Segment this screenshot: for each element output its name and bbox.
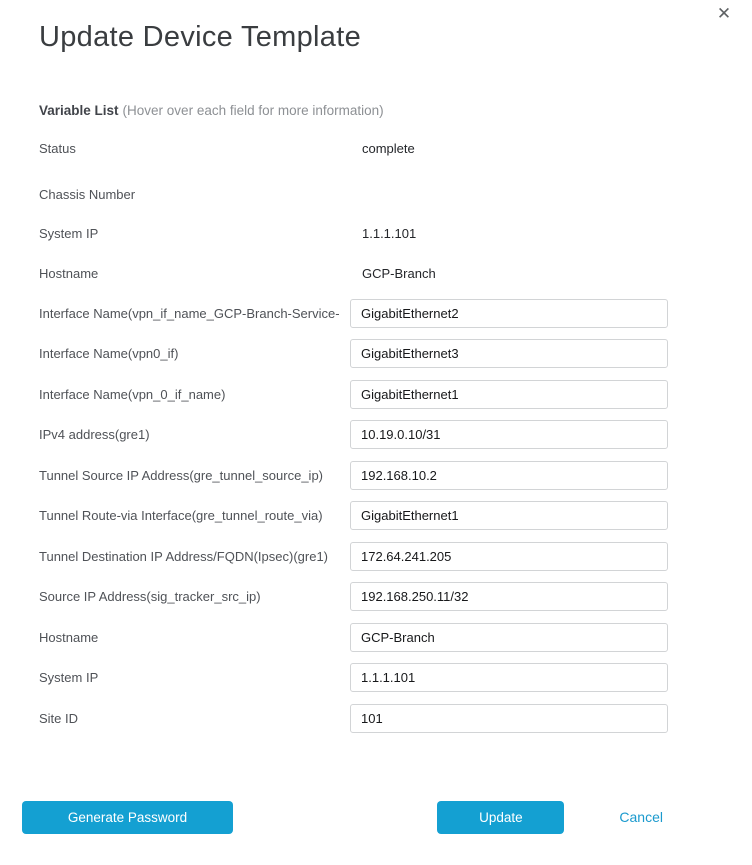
field-label: Tunnel Source IP Address(gre_tunnel_source_ip) — [39, 467, 324, 483]
input-vpn0-if[interactable] — [350, 339, 668, 368]
row-ipv4-address-gre1 — [39, 420, 668, 449]
row-hostname-input — [39, 623, 668, 652]
field-value-hostname: GCP-Branch — [362, 265, 436, 281]
input-gre-tunnel-source-ip[interactable] — [350, 461, 668, 490]
row-tunnel-route-via — [39, 501, 668, 530]
row-source-ip-sig-tracker — [39, 582, 668, 611]
row-tunnel-destination — [39, 542, 668, 571]
field-list — [0, 119, 752, 733]
input-gre-tunnel-route-via[interactable] — [350, 501, 668, 530]
field-value-status: complete — [362, 140, 415, 156]
variable-list-label: Variable List — [39, 103, 119, 118]
field-value-system-ip: 1.1.1.101 — [362, 226, 417, 241]
cancel-link[interactable]: Cancel — [619, 808, 663, 825]
row-chassis-number — [39, 180, 668, 208]
field-label: Tunnel Route-via Interface(gre_tunnel_route_via) — [39, 508, 323, 523]
row-tunnel-source-ip — [39, 461, 668, 490]
close-icon[interactable]: ✕ — [716, 4, 732, 23]
row-interface-name-service-vpn — [39, 299, 668, 328]
input-sig-tracker-src-ip[interactable] — [350, 582, 668, 611]
generate-password-button[interactable]: Generate Password — [22, 801, 233, 834]
dialog-title: Update Device Template — [39, 21, 362, 53]
field-label: System IP — [39, 670, 99, 685]
field-label: Hostname — [39, 265, 99, 281]
row-status — [39, 134, 668, 162]
row-system-ip-static — [39, 220, 668, 248]
input-tunnel-dest-gre1[interactable] — [350, 542, 668, 571]
dialog-footer — [0, 801, 752, 834]
input-vpn-if-name-service[interactable] — [350, 299, 668, 328]
field-label: Interface Name(vpn_if_name_GCP-Branch-Service- — [39, 305, 340, 321]
field-label: Tunnel Destination IP Address/FQDN(Ipsec)(gre1) — [39, 548, 329, 564]
input-ipv4-gre1[interactable] — [350, 420, 668, 449]
variable-list-heading — [0, 54, 752, 119]
field-label: Status — [39, 140, 76, 156]
field-label: Interface Name(vpn0_if) — [39, 346, 179, 361]
input-site-id[interactable] — [350, 704, 668, 733]
variable-list-hint: (Hover over each field for more information) — [122, 103, 384, 118]
field-label: IPv4 address(gre1) — [39, 427, 150, 442]
field-label: Chassis Number — [39, 186, 136, 202]
update-button[interactable]: Update — [437, 801, 564, 834]
input-system-ip[interactable] — [350, 663, 668, 692]
field-label: Interface Name(vpn_0_if_name) — [39, 386, 226, 402]
field-label: Source IP Address(sig_tracker_src_ip) — [39, 589, 261, 604]
row-system-ip-input — [39, 663, 668, 692]
row-hostname-static — [39, 259, 668, 287]
row-site-id — [39, 704, 668, 733]
row-interface-name-vpn-0-if-name — [39, 380, 668, 409]
field-label: Hostname — [39, 629, 99, 645]
field-label: Site ID — [39, 710, 79, 726]
field-label: System IP — [39, 226, 99, 241]
input-vpn-0-if-name[interactable] — [350, 380, 668, 409]
row-interface-name-vpn0-if — [39, 339, 668, 368]
input-hostname[interactable] — [350, 623, 668, 652]
